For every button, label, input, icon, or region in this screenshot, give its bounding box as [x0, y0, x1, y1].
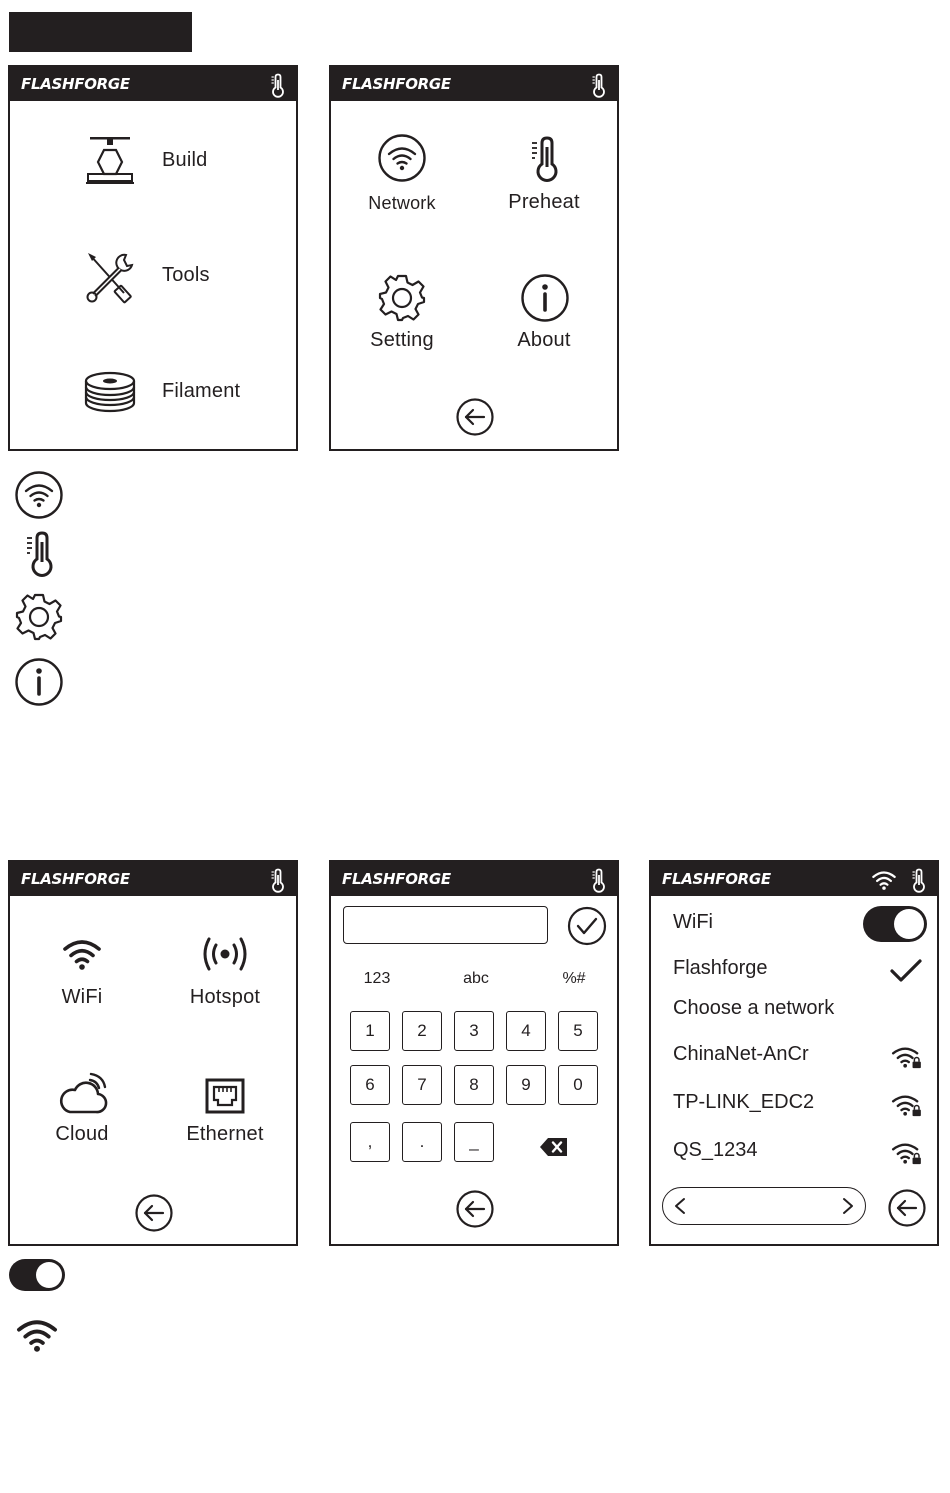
home-item-build[interactable] [82, 133, 138, 189]
back-arrow-icon[interactable] [887, 1188, 927, 1228]
screen-header [10, 862, 296, 896]
info-icon[interactable] [520, 273, 570, 323]
thermometer-icon[interactable] [592, 72, 606, 98]
screen-wifi-list [649, 860, 939, 1246]
wifi-locked-icon [891, 1093, 923, 1117]
thermometer-icon[interactable] [525, 135, 565, 185]
filament-spool-icon [82, 367, 138, 419]
screen-header [10, 67, 296, 101]
screen-tools [329, 65, 619, 451]
wifi-locked-icon [891, 1141, 923, 1165]
tools-item-label[interactable]: Preheat [508, 191, 580, 213]
network-item-label[interactable]: Cloud [55, 1123, 109, 1145]
back-arrow-icon[interactable] [134, 1193, 174, 1233]
text-input-field[interactable] [343, 906, 548, 944]
network-ssid[interactable]: QS_1234 [673, 1139, 758, 1161]
gear-icon[interactable] [377, 273, 427, 323]
chevron-right-icon[interactable] [841, 1197, 855, 1215]
ethernet-icon[interactable] [205, 1078, 245, 1114]
home-item-label: Build [162, 149, 208, 171]
thermometer-icon[interactable] [912, 867, 926, 893]
choose-network-label: Choose a network [673, 997, 835, 1019]
screen-network [8, 860, 298, 1246]
wifi-icon [13, 1318, 61, 1352]
tools-icon [82, 249, 138, 305]
key[interactable]: 9 [506, 1065, 546, 1105]
brand-logo: FLASHFORGE [342, 870, 451, 888]
key[interactable]: , [350, 1122, 390, 1162]
thermometer-icon[interactable] [271, 72, 285, 98]
key[interactable]: _ [454, 1122, 494, 1162]
key[interactable]: . [402, 1122, 442, 1162]
screen-header [331, 862, 617, 896]
wifi-locked-icon [891, 1045, 923, 1069]
key[interactable]: 2 [402, 1011, 442, 1051]
keyboard-mode-tab[interactable]: abc [463, 970, 489, 987]
wifi-toggle[interactable] [863, 906, 927, 942]
home-item-tools[interactable] [82, 249, 138, 305]
brand-logo: FLASHFORGE [662, 870, 771, 888]
tools-item-label[interactable]: Setting [370, 329, 434, 351]
key[interactable]: 1 [350, 1011, 390, 1051]
build-icon [82, 133, 138, 189]
page-navigator [662, 1187, 866, 1225]
network-ssid[interactable]: TP-LINK_EDC2 [673, 1091, 815, 1113]
section-tab [9, 12, 192, 52]
screen-header [651, 862, 937, 896]
wifi-icon[interactable] [62, 938, 102, 970]
network-item-label[interactable]: WiFi [61, 986, 103, 1008]
tools-item-label[interactable]: About [517, 329, 571, 351]
key[interactable]: 7 [402, 1065, 442, 1105]
gear-icon [14, 592, 64, 642]
home-item-label: Filament [162, 380, 241, 402]
screen-keypad [329, 860, 619, 1246]
thermometer-icon[interactable] [592, 867, 606, 893]
key[interactable]: 8 [454, 1065, 494, 1105]
toggle-knob [894, 909, 924, 939]
key[interactable]: 4 [506, 1011, 546, 1051]
key[interactable]: 3 [454, 1011, 494, 1051]
thermometer-icon [20, 530, 60, 580]
thermometer-icon[interactable] [271, 867, 285, 893]
network-item-label[interactable]: Hotspot [189, 986, 261, 1008]
brand-logo: FLASHFORGE [342, 75, 451, 93]
back-arrow-icon[interactable] [455, 1189, 495, 1229]
network-item-label[interactable]: Ethernet [186, 1123, 264, 1145]
keyboard-mode-tab[interactable]: 123 [363, 970, 391, 987]
tools-item-label[interactable]: Network [368, 193, 436, 213]
brand-logo: FLASHFORGE [21, 75, 130, 93]
wifi-label: WiFi [673, 911, 713, 933]
check-circle-icon[interactable] [567, 906, 607, 946]
checkmark-icon [889, 958, 923, 984]
home-item-label: Tools [162, 264, 210, 286]
key[interactable]: 0 [558, 1065, 598, 1105]
toggle-knob [36, 1262, 62, 1288]
chevron-left-icon[interactable] [673, 1197, 687, 1215]
wifi-circle-icon [14, 470, 64, 520]
info-icon [14, 657, 64, 707]
wifi-circle-icon[interactable] [377, 133, 427, 183]
backspace-icon[interactable] [539, 1136, 569, 1158]
keyboard-mode-tab[interactable]: %# [562, 970, 586, 987]
network-ssid[interactable]: ChinaNet-AnCr [673, 1043, 809, 1065]
wifi-status-icon [871, 870, 897, 890]
brand-logo: FLASHFORGE [21, 870, 130, 888]
hotspot-icon[interactable] [201, 936, 249, 972]
cloud-icon[interactable] [58, 1072, 108, 1116]
home-item-filament[interactable] [82, 367, 138, 419]
back-arrow-icon[interactable] [455, 397, 495, 437]
key[interactable]: 6 [350, 1065, 390, 1105]
screen-header [331, 67, 617, 101]
connected-network[interactable]: Flashforge [673, 957, 768, 979]
key[interactable]: 5 [558, 1011, 598, 1051]
screen-home [8, 65, 298, 451]
toggle-switch-icon [9, 1259, 65, 1291]
